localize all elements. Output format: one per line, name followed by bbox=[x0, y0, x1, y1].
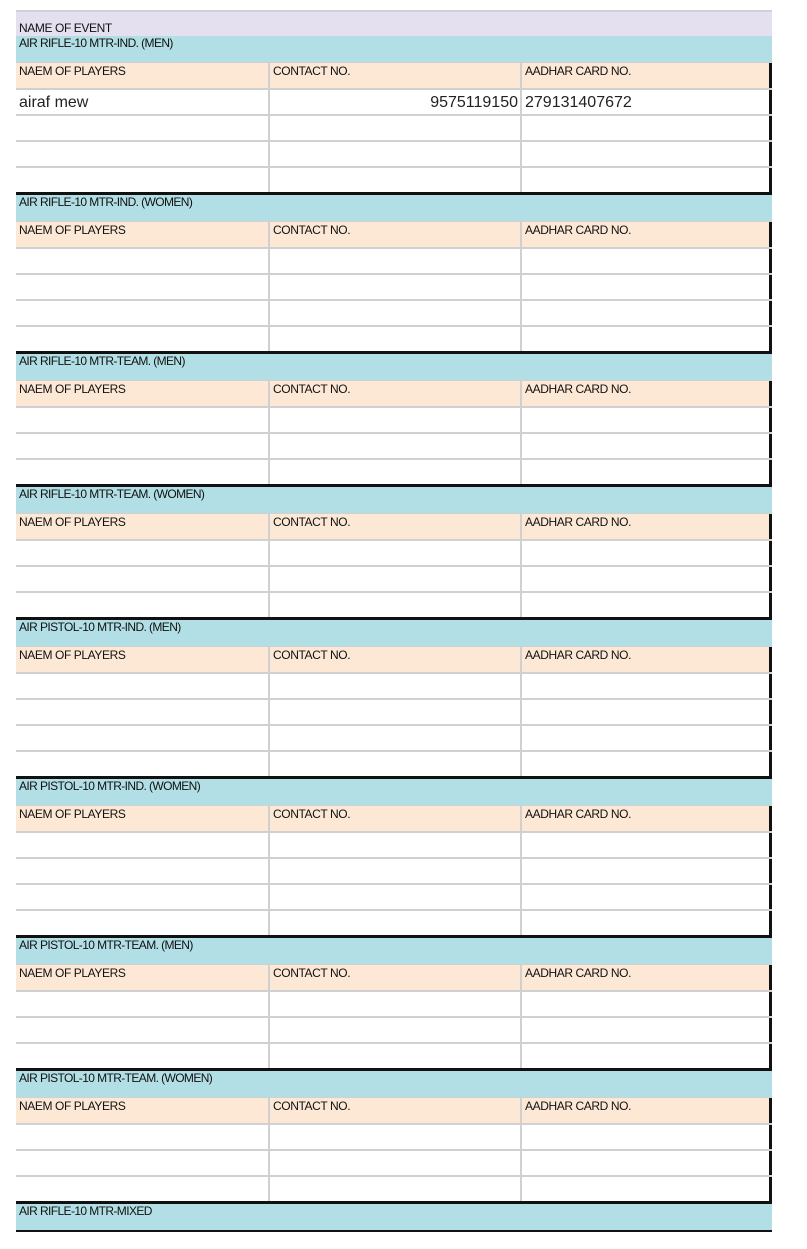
table-row bbox=[16, 325, 772, 351]
aadhar-cell[interactable] bbox=[520, 859, 772, 883]
name-cell[interactable] bbox=[16, 1151, 268, 1175]
aadhar-cell[interactable]: 279131407672 bbox=[520, 90, 772, 114]
event-section bbox=[16, 1204, 772, 1232]
column-header-name: NAEM OF PLAYERS bbox=[19, 807, 126, 821]
table-row bbox=[16, 883, 772, 909]
aadhar-cell[interactable] bbox=[520, 833, 772, 857]
contact-cell[interactable] bbox=[268, 833, 520, 857]
aadhar-cell[interactable] bbox=[520, 1125, 772, 1149]
column-header-aadhar: AADHAR CARD NO. bbox=[520, 381, 772, 406]
contact-cell[interactable] bbox=[268, 434, 520, 458]
column-header-row bbox=[16, 1097, 772, 1123]
table-row bbox=[16, 432, 772, 458]
name-cell[interactable] bbox=[16, 859, 268, 883]
event-name: AIR PISTOL-10 MTR-IND. (MEN) bbox=[16, 620, 772, 646]
column-header-name: NAEM OF PLAYERS bbox=[19, 515, 126, 529]
name-cell[interactable] bbox=[16, 541, 268, 565]
name-cell[interactable] bbox=[16, 726, 268, 750]
event-name: AIR RIFLE-10 MTR-MIXED bbox=[16, 1204, 772, 1230]
column-header-row bbox=[16, 964, 772, 990]
name-cell[interactable] bbox=[16, 168, 268, 192]
contact-cell[interactable] bbox=[268, 116, 520, 140]
aadhar-cell[interactable] bbox=[520, 116, 772, 140]
table-row bbox=[16, 909, 772, 935]
name-cell[interactable] bbox=[16, 1177, 268, 1201]
name-cell[interactable] bbox=[16, 885, 268, 909]
name-cell[interactable] bbox=[16, 408, 268, 432]
table-row bbox=[16, 990, 772, 1016]
column-header-contact: CONTACT NO. bbox=[268, 965, 520, 990]
name-cell[interactable] bbox=[16, 752, 268, 776]
contact-cell[interactable] bbox=[268, 700, 520, 724]
contact-cell[interactable] bbox=[268, 301, 520, 325]
name-cell[interactable] bbox=[16, 992, 268, 1016]
contact-cell[interactable] bbox=[268, 752, 520, 776]
table-row bbox=[16, 724, 772, 750]
aadhar-cell[interactable] bbox=[520, 885, 772, 909]
event-section bbox=[16, 354, 772, 487]
name-cell[interactable] bbox=[16, 593, 268, 617]
contact-cell[interactable] bbox=[268, 1018, 520, 1042]
aadhar-cell[interactable] bbox=[520, 142, 772, 166]
table-row bbox=[16, 698, 772, 724]
aadhar-cell[interactable] bbox=[520, 301, 772, 325]
column-header-aadhar: AADHAR CARD NO. bbox=[520, 965, 772, 990]
event-section bbox=[16, 1071, 772, 1204]
event-section bbox=[16, 938, 772, 1071]
name-cell[interactable] bbox=[16, 567, 268, 591]
column-header-aadhar: AADHAR CARD NO. bbox=[520, 514, 772, 539]
table-row bbox=[16, 1175, 772, 1201]
aadhar-cell[interactable] bbox=[520, 249, 772, 273]
name-cell[interactable] bbox=[16, 1125, 268, 1149]
contact-cell[interactable] bbox=[268, 593, 520, 617]
table-row bbox=[16, 857, 772, 883]
column-header-name: NAEM OF PLAYERS bbox=[19, 64, 126, 78]
column-header-row bbox=[16, 221, 772, 247]
table-row bbox=[16, 565, 772, 591]
table-row bbox=[16, 750, 772, 776]
name-cell[interactable] bbox=[16, 911, 268, 935]
name-cell[interactable] bbox=[16, 275, 268, 299]
column-header-row bbox=[16, 805, 772, 831]
name-cell[interactable] bbox=[16, 116, 268, 140]
table-row bbox=[16, 1016, 772, 1042]
table-row bbox=[16, 458, 772, 484]
contact-cell[interactable] bbox=[268, 859, 520, 883]
table-row bbox=[16, 672, 772, 698]
contact-cell[interactable] bbox=[268, 567, 520, 591]
contact-cell[interactable] bbox=[268, 1125, 520, 1149]
aadhar-cell[interactable] bbox=[520, 726, 772, 750]
column-header-contact: CONTACT NO. bbox=[268, 381, 520, 406]
aadhar-cell[interactable] bbox=[520, 460, 772, 484]
column-header-contact: CONTACT NO. bbox=[268, 63, 520, 88]
contact-cell[interactable] bbox=[268, 168, 520, 192]
table-row bbox=[16, 299, 772, 325]
table-row bbox=[16, 273, 772, 299]
contact-cell[interactable] bbox=[268, 408, 520, 432]
aadhar-cell[interactable] bbox=[520, 434, 772, 458]
contact-cell[interactable] bbox=[268, 674, 520, 698]
name-cell[interactable] bbox=[16, 700, 268, 724]
table-row bbox=[16, 114, 772, 140]
contact-cell[interactable] bbox=[268, 1044, 520, 1068]
column-header-row bbox=[16, 380, 772, 406]
name-cell[interactable] bbox=[16, 1018, 268, 1042]
name-cell[interactable] bbox=[16, 327, 268, 351]
aadhar-cell[interactable] bbox=[520, 1151, 772, 1175]
aadhar-cell[interactable] bbox=[520, 700, 772, 724]
event-section bbox=[16, 779, 772, 938]
aadhar-cell[interactable] bbox=[520, 1044, 772, 1068]
contact-cell[interactable] bbox=[268, 327, 520, 351]
table-row bbox=[16, 247, 772, 273]
name-cell[interactable]: airaf mew bbox=[19, 94, 89, 111]
aadhar-cell[interactable] bbox=[520, 327, 772, 351]
column-header-name: NAEM OF PLAYERS bbox=[19, 966, 126, 980]
event-section bbox=[16, 620, 772, 779]
aadhar-cell[interactable] bbox=[520, 752, 772, 776]
contact-cell[interactable] bbox=[268, 142, 520, 166]
column-header-name: NAEM OF PLAYERS bbox=[19, 1099, 126, 1113]
registration-sheet bbox=[16, 10, 772, 1232]
event-name: AIR RIFLE-10 MTR-TEAM. (MEN) bbox=[16, 354, 772, 380]
aadhar-cell[interactable] bbox=[520, 593, 772, 617]
contact-cell[interactable] bbox=[268, 992, 520, 1016]
contact-cell[interactable] bbox=[268, 1151, 520, 1175]
aadhar-cell[interactable] bbox=[520, 1177, 772, 1201]
aadhar-cell[interactable] bbox=[520, 567, 772, 591]
aadhar-cell[interactable] bbox=[520, 408, 772, 432]
column-header-row bbox=[16, 513, 772, 539]
column-header-aadhar: AADHAR CARD NO. bbox=[520, 222, 772, 247]
table-row bbox=[16, 140, 772, 166]
table-row bbox=[16, 406, 772, 432]
aadhar-cell[interactable] bbox=[520, 1018, 772, 1042]
contact-cell[interactable] bbox=[268, 1177, 520, 1201]
event-section bbox=[16, 36, 772, 195]
column-header-aadhar: AADHAR CARD NO. bbox=[520, 647, 772, 672]
aadhar-cell[interactable] bbox=[520, 541, 772, 565]
event-name: AIR PISTOL-10 MTR-TEAM. (WOMEN) bbox=[16, 1071, 772, 1097]
contact-cell[interactable]: 9575119150 bbox=[268, 90, 520, 114]
table-row bbox=[16, 1123, 772, 1149]
column-header-contact: CONTACT NO. bbox=[268, 647, 520, 672]
table-row bbox=[16, 1042, 772, 1068]
event-name: AIR RIFLE-10 MTR-IND. (MEN) bbox=[16, 36, 772, 62]
column-header-aadhar: AADHAR CARD NO. bbox=[520, 806, 772, 831]
table-row bbox=[16, 166, 772, 192]
form-title: NAME OF EVENT bbox=[16, 10, 772, 36]
aadhar-cell[interactable] bbox=[520, 168, 772, 192]
column-header-aadhar: AADHAR CARD NO. bbox=[520, 1098, 772, 1123]
table-row bbox=[16, 591, 772, 617]
name-cell[interactable] bbox=[16, 833, 268, 857]
event-section bbox=[16, 487, 772, 620]
name-cell[interactable] bbox=[16, 142, 268, 166]
contact-cell[interactable] bbox=[268, 885, 520, 909]
contact-cell[interactable] bbox=[268, 541, 520, 565]
contact-cell[interactable] bbox=[268, 726, 520, 750]
table-row bbox=[16, 831, 772, 857]
contact-cell[interactable] bbox=[268, 460, 520, 484]
column-header-name: NAEM OF PLAYERS bbox=[19, 223, 126, 237]
table-row bbox=[16, 1149, 772, 1175]
name-cell[interactable] bbox=[16, 249, 268, 273]
event-name: AIR PISTOL-10 MTR-TEAM. (MEN) bbox=[16, 938, 772, 964]
event-name: AIR RIFLE-10 MTR-TEAM. (WOMEN) bbox=[16, 487, 772, 513]
contact-cell[interactable] bbox=[268, 911, 520, 935]
table-row bbox=[16, 539, 772, 565]
column-header-contact: CONTACT NO. bbox=[268, 222, 520, 247]
name-cell[interactable] bbox=[16, 460, 268, 484]
column-header-contact: CONTACT NO. bbox=[268, 806, 520, 831]
table-row bbox=[16, 88, 772, 114]
aadhar-cell[interactable] bbox=[520, 911, 772, 935]
column-header-row bbox=[16, 646, 772, 672]
event-name: AIR PISTOL-10 MTR-IND. (WOMEN) bbox=[16, 779, 772, 805]
column-header-contact: CONTACT NO. bbox=[268, 514, 520, 539]
column-header-name: NAEM OF PLAYERS bbox=[19, 382, 126, 396]
column-header-row bbox=[16, 62, 772, 88]
contact-cell[interactable] bbox=[268, 249, 520, 273]
event-section bbox=[16, 195, 772, 354]
name-cell[interactable] bbox=[16, 434, 268, 458]
aadhar-cell[interactable] bbox=[520, 674, 772, 698]
name-cell[interactable] bbox=[16, 1044, 268, 1068]
column-header-contact: CONTACT NO. bbox=[268, 1098, 520, 1123]
aadhar-cell[interactable] bbox=[520, 275, 772, 299]
name-cell[interactable] bbox=[16, 674, 268, 698]
event-sections bbox=[16, 36, 772, 1232]
column-header-aadhar: AADHAR CARD NO. bbox=[520, 63, 772, 88]
column-header-name: NAEM OF PLAYERS bbox=[19, 648, 126, 662]
contact-cell[interactable] bbox=[268, 275, 520, 299]
name-cell[interactable] bbox=[16, 301, 268, 325]
event-name: AIR RIFLE-10 MTR-IND. (WOMEN) bbox=[16, 195, 772, 221]
aadhar-cell[interactable] bbox=[520, 992, 772, 1016]
